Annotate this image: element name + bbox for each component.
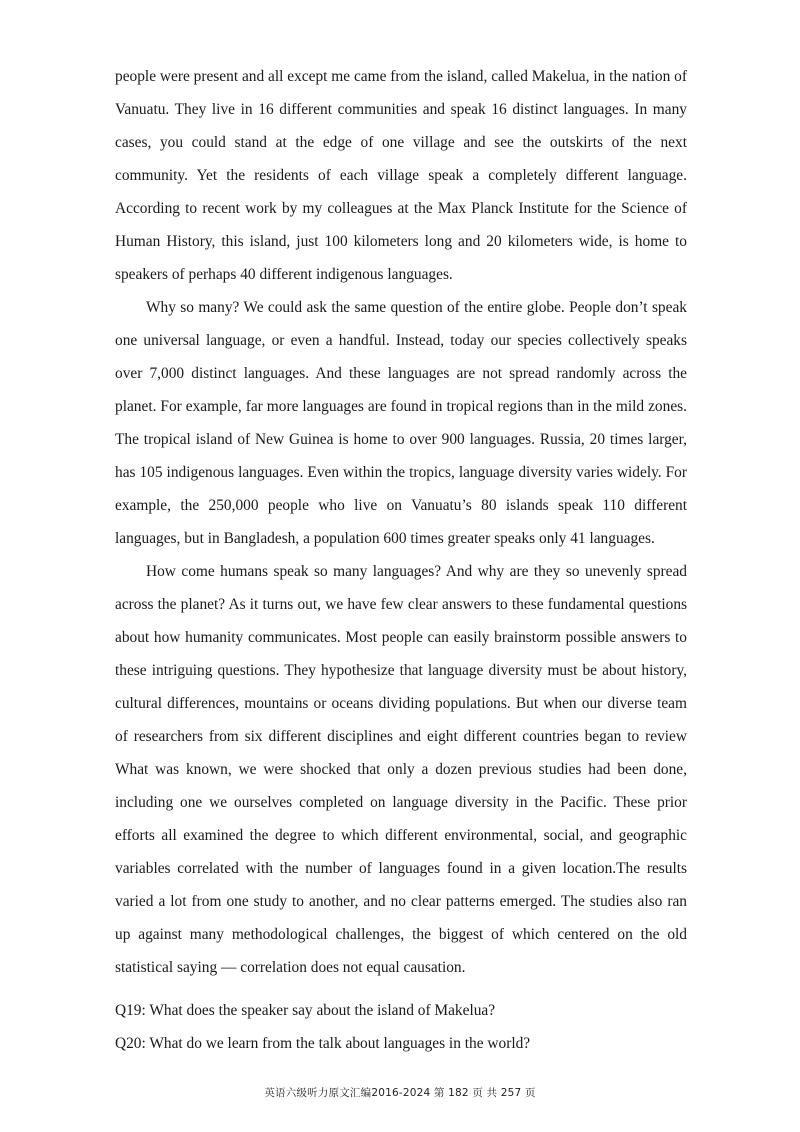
paragraph-how-come: How come humans speak so many languages? And why are they so unevenly spread across the planet? As it turns out, we have few clear answers to these fundamental questions about how humanity communicates. Most people can easily brainstorm possible answers to these intriguing questions. They hypothesize that language diversity must be about history, cultural differences, mountains or oceans dividing populations. But when our diverse team of researchers from six different disciplines and eight different countries began to review What was known, we were shocked that only a dozen previous studies had been done, including one we ourselves completed on language diversity in the Pacific. These prior efforts all examined the degree to which different environmental, social, and geographic variables correlated with the number of languages found in a given location.The results varied a lot from one study to another, and no clear patterns emerged. The studies also ran up against many methodological challenges, the biggest of which centered on the old statistical saying — correlation does not equal causation. <box>115 563 687 976</box>
question-list <box>115 994 687 1060</box>
document-body <box>115 60 687 1060</box>
page-footer: 英语六级听力原文汇编2016-2024 第 182 页 共 257 页 <box>264 1087 536 1099</box>
question-q20: Q20: What do we learn from the talk about languages in the world? <box>115 1035 531 1052</box>
paragraph-makelua: people were present and all except me came from the island, called Makelua, in the nation of Vanuatu. They live in 16 different communities and speak 16 distinct languages. In many cases, you could stand at the edge of one village and see the outskirts of the next community. Yet the residents of each village speak a completely different language. According to recent work by my colleagues at the Max Planck Institute for the Science of Human History, this island, just 100 kilometers long and 20 kilometers wide, is home to speakers of perhaps 40 different indigenous languages. <box>115 68 687 283</box>
question-q19: Q19: What does the speaker say about the island of Makelua? <box>115 1002 496 1019</box>
paragraph-why-so-many: Why so many? We could ask the same question of the entire globe. People don’t speak one universal language, or even a handful. Instead, today our species collectively speaks over 7,000 distinct languages. And these languages are not spread randomly across the planet. For example, far more languages are found in tropical regions than in the mild zones. The tropical island of New Guinea is home to over 900 languages. Russia, 20 times larger, has 105 indigenous languages. Even within the tropics, language diversity varies widely. For example, the 250,000 people who live on Vanuatu’s 80 islands speak 110 different languages, but in Bangladesh, a population 600 times greater speaks only 41 languages. <box>115 299 687 547</box>
